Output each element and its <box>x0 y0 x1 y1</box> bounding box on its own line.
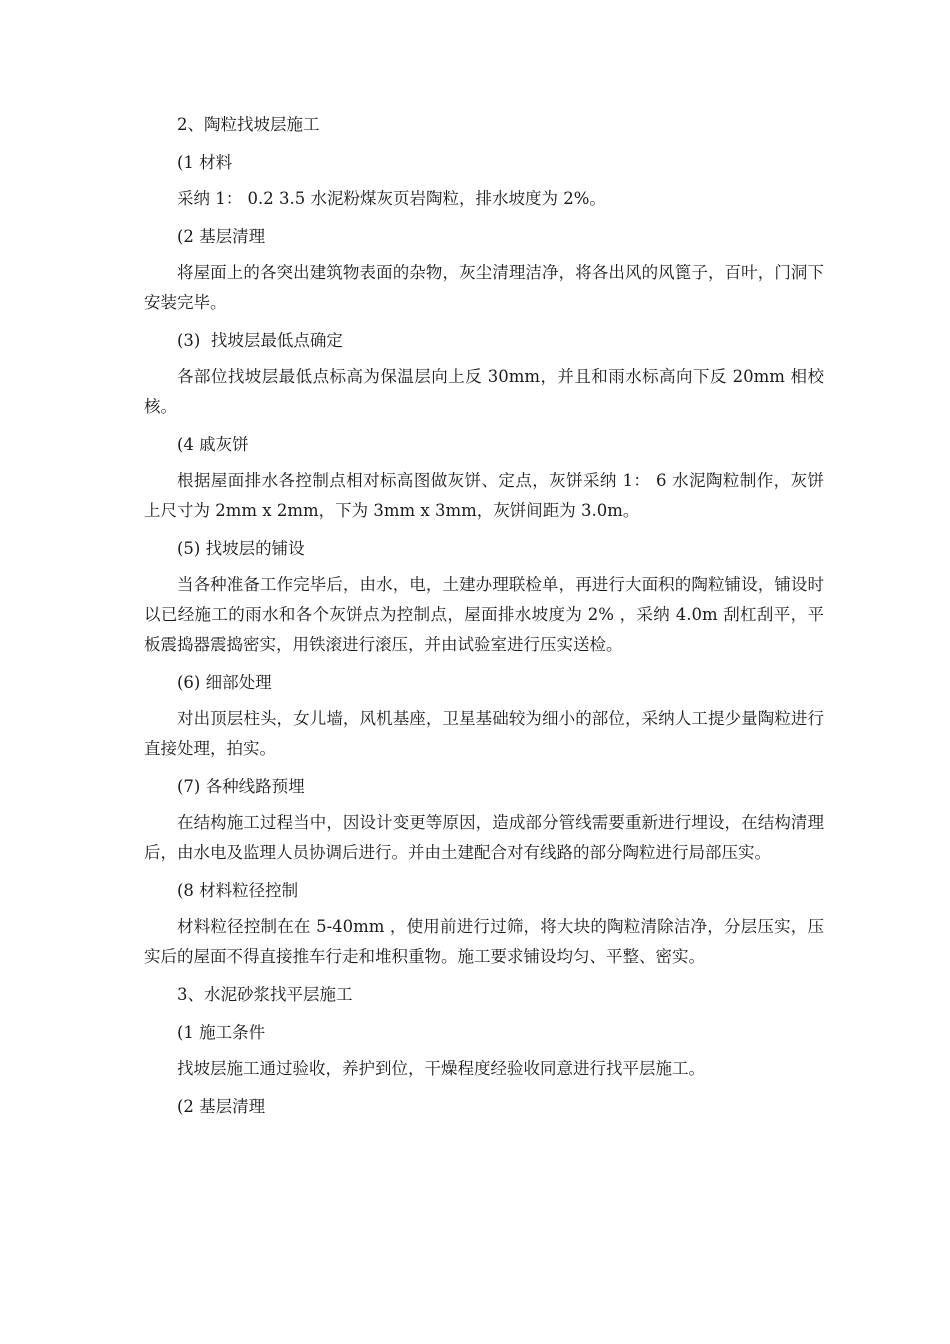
document-body <box>144 108 824 1128</box>
subsection-3-2-heading: (2 基层清理 <box>177 1097 266 1116</box>
subsection-2-7-heading: (7) 各种线路预埋 <box>177 777 305 796</box>
subsection-2-8-text: 材料粒径控制在在 5-40mm ，使用前进行过筛，将大块的陶粒清除洁净，分层压实，压实后的屋面不得直接推车行走和堆积重物。施工要求铺设均匀、平整、密实。 <box>144 917 824 966</box>
subsection-2-6-heading: (6) 细部处理 <box>177 673 272 692</box>
subsection-2-5-text: 当各种准备工作完毕后，由水，电，土建办理联检单，再进行大面积的陶粒铺设，铺设时以已经施工的雨水和各个灰饼点为控制点，屋面排水坡度为 2% ，采纳 4.0m 刮杠刮平，平板震捣器震捣密实，用铁滚进行滚压，并由试验室进行压实送检。 <box>144 575 824 654</box>
subsection-2-1-heading: (1 材料 <box>177 153 233 172</box>
subsection-2-5-heading: (5) 找坡层的铺设 <box>177 539 305 558</box>
subsection-2-1-text: 采纳 1： 0.2 3.5 水泥粉煤灰页岩陶粒，排水坡度为 2%。 <box>177 189 606 208</box>
subsection-2-3-text: 各部位找坡层最低点标高为保温层向上反 30mm，并且和雨水标高向下反 20mm 相校核。 <box>144 367 824 416</box>
subsection-2-2-heading: (2 基层清理 <box>177 227 266 246</box>
subsection-2-4-text: 根据屋面排水各控制点相对标高图做灰饼、定点，灰饼采纳 1： 6 水泥陶粒制作，灰饼上尺寸为 2mm x 2mm，下为 3mm x 3mm，灰饼间距为 3.0m。 <box>144 471 824 520</box>
subsection-3-1-heading: (1 施工条件 <box>177 1023 266 1042</box>
section-2-heading: 2、陶粒找坡层施工 <box>177 115 320 134</box>
subsection-2-7-text: 在结构施工过程当中，因设计变更等原因，造成部分管线需要重新进行埋设，在结构清理后，由水电及监理人员协调后进行。并由土建配合对有线路的部分陶粒进行局部压实。 <box>144 813 824 862</box>
subsection-3-1-text: 找坡层施工通过验收，养护到位，干燥程度经验收同意进行找平层施工。 <box>177 1059 705 1078</box>
subsection-2-4-heading: (4 戚灰饼 <box>177 435 249 454</box>
subsection-2-8-heading: (8 材料粒径控制 <box>177 881 299 900</box>
subsection-2-3-heading: (3) 找坡层最低点确定 <box>177 331 343 350</box>
subsection-2-2-text: 将屋面上的各突出建筑物表面的杂物，灰尘清理洁净，将各出风的风篦子，百叶，门洞下安装完毕。 <box>144 263 824 312</box>
section-3-heading: 3、水泥砂浆找平层施工 <box>177 985 353 1004</box>
subsection-2-6-text: 对出顶层柱头，女儿墙，风机基座，卫星基础较为细小的部位，采纳人工提少量陶粒进行直接处理，拍实。 <box>144 709 824 758</box>
